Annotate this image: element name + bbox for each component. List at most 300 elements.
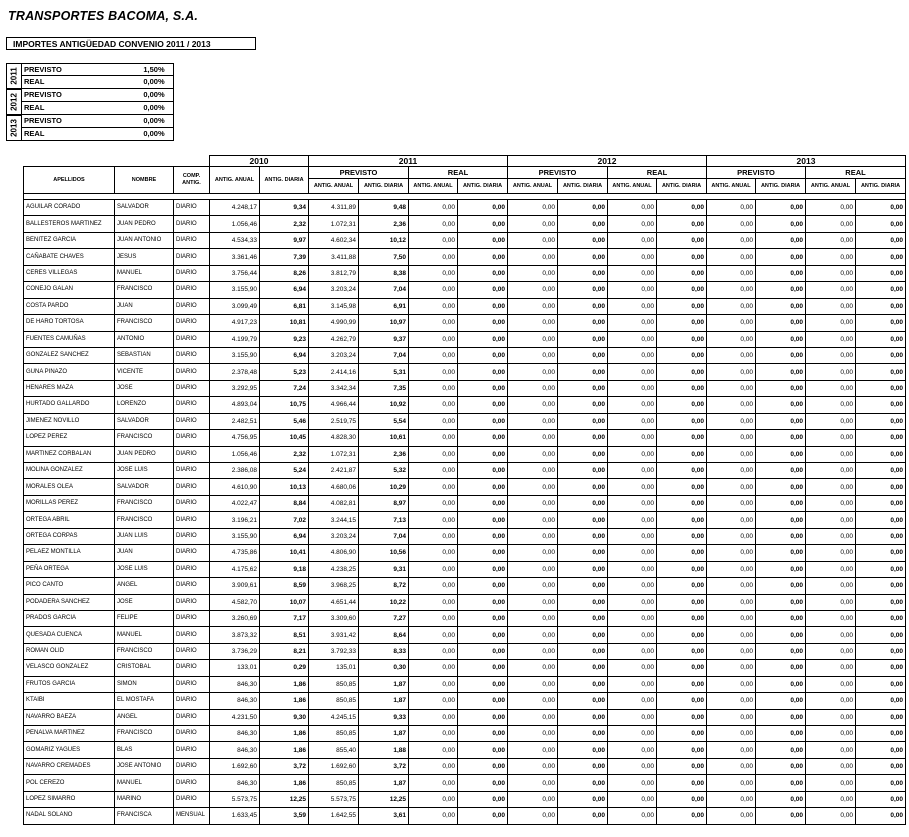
zero-cell: 0,00 [558,742,608,758]
zero-cell: 0,00 [856,380,906,396]
col-apellidos: APELLIDOS [24,167,115,194]
diaria-2010-cell: 10,45 [260,430,309,446]
zero-cell: 0,00 [458,643,508,659]
diaria-2011-prev-cell: 8,64 [359,627,409,643]
anual-2010-cell: 4.610,90 [210,479,260,495]
zero-cell: 0,00 [508,791,558,807]
table-row [24,643,906,659]
zero-cell: 0,00 [657,200,707,216]
comp-cell: DIARIO [174,643,210,659]
table-row [24,216,906,232]
zero-cell: 0,00 [608,347,657,363]
diaria-2011-prev-cell: 8,72 [359,578,409,594]
zero-cell: 0,00 [856,775,906,791]
report-subtitle: IMPORTES ANTIGÜEDAD CONVENIO 2011 / 2013 [6,37,256,50]
diaria-2010-cell: 7,24 [260,380,309,396]
zero-cell: 0,00 [707,331,756,347]
zero-cell: 0,00 [856,726,906,742]
zero-cell: 0,00 [608,495,657,511]
nombre-cell: JUAN PEDRO [115,216,174,232]
table-row [24,791,906,807]
diaria-2011-prev-cell: 5,32 [359,463,409,479]
anual-2011-prev-cell: 3.792,33 [309,643,359,659]
comp-cell: DIARIO [174,742,210,758]
comp-cell: DIARIO [174,249,210,265]
zero-cell: 0,00 [608,742,657,758]
zero-cell: 0,00 [558,495,608,511]
zero-cell: 0,00 [756,726,806,742]
zero-cell: 0,00 [806,545,856,561]
apellidos-cell: FUENTES CAMUÑAS [24,331,115,347]
zero-cell: 0,00 [458,463,508,479]
zero-cell: 0,00 [856,200,906,216]
anual-2010-cell: 846,30 [210,676,260,692]
anual-2011-prev-cell: 3.309,60 [309,610,359,626]
apellidos-cell: LOPEZ PEREZ [24,430,115,446]
diaria-2010-cell: 9,34 [260,200,309,216]
zero-cell: 0,00 [756,610,806,626]
rate-row [21,76,174,89]
zero-cell: 0,00 [508,463,558,479]
apellidos-cell: MORILLAS PEREZ [24,495,115,511]
diaria-2010-cell: 7,39 [260,249,309,265]
zero-cell: 0,00 [508,315,558,331]
zero-cell: 0,00 [856,528,906,544]
zero-cell: 0,00 [508,578,558,594]
zero-cell: 0,00 [409,446,458,462]
zero-cell: 0,00 [657,397,707,413]
zero-cell: 0,00 [558,709,608,725]
zero-cell: 0,00 [806,676,856,692]
comp-cell: MENSUAL [174,808,210,824]
col-nombre: NOMBRE [115,167,174,194]
zero-cell: 0,00 [558,693,608,709]
diaria-2010-cell: 7,17 [260,610,309,626]
zero-cell: 0,00 [508,643,558,659]
nombre-cell: FRANCISCO [115,726,174,742]
anual-2011-prev-cell: 3.203,24 [309,347,359,363]
zero-cell: 0,00 [756,528,806,544]
nombre-cell: FRANCISCO [115,315,174,331]
diaria-2011-prev-cell: 10,12 [359,232,409,248]
zero-cell: 0,00 [458,249,508,265]
anual-2011-prev-cell: 3.145,98 [309,298,359,314]
anual-2010-cell: 4.582,70 [210,594,260,610]
zero-cell: 0,00 [409,775,458,791]
zero-cell: 0,00 [508,298,558,314]
zero-cell: 0,00 [756,282,806,298]
rate-year-text: 2011 [9,67,19,85]
zero-cell: 0,00 [806,627,856,643]
diaria-2010-cell: 8,84 [260,495,309,511]
zero-cell: 0,00 [608,693,657,709]
table-row [24,232,906,248]
table-row [24,200,906,216]
zero-cell: 0,00 [856,463,906,479]
zero-cell: 0,00 [608,545,657,561]
anual-2011-prev-cell: 4.311,89 [309,200,359,216]
table-row [24,627,906,643]
apellidos-cell: FRUTOS GARCIA [24,676,115,692]
zero-cell: 0,00 [856,430,906,446]
nombre-cell: JUAN LUIS [115,528,174,544]
apellidos-cell: NAVARRO CREMADES [24,758,115,774]
zero-cell: 0,00 [806,413,856,429]
nombre-cell: JOSE ANTONIO [115,758,174,774]
anual-2010-cell: 3.155,90 [210,347,260,363]
zero-cell: 0,00 [458,232,508,248]
nombre-cell: JOSE LUIS [115,561,174,577]
anual-2011-prev-cell: 135,01 [309,660,359,676]
anual-2010-cell: 3.361,46 [210,249,260,265]
comp-cell: DIARIO [174,315,210,331]
zero-cell: 0,00 [558,758,608,774]
apellidos-cell: BENITEZ GARCIA [24,232,115,248]
anual-2010-cell: 2.386,08 [210,463,260,479]
header-spacer [24,156,210,167]
apellidos-cell: CAÑABATE CHAVES [24,249,115,265]
nombre-cell: FRANCISCO [115,282,174,298]
diaria-2011-prev-cell: 7,50 [359,249,409,265]
zero-cell: 0,00 [856,495,906,511]
comp-cell: DIARIO [174,265,210,281]
zero-cell: 0,00 [508,347,558,363]
zero-cell: 0,00 [409,676,458,692]
zero-cell: 0,00 [608,660,657,676]
group-2013-previsto: PREVISTO [707,167,806,179]
zero-cell: 0,00 [608,479,657,495]
zero-cell: 0,00 [508,479,558,495]
zero-cell: 0,00 [756,594,806,610]
anual-2010-cell: 4.248,17 [210,200,260,216]
zero-cell: 0,00 [756,216,806,232]
nombre-cell: JUAN PEDRO [115,446,174,462]
anual-2010-cell: 846,30 [210,693,260,709]
comp-cell: DIARIO [174,758,210,774]
zero-cell: 0,00 [657,495,707,511]
comp-cell: DIARIO [174,282,210,298]
apellidos-cell: CERES VILLEGAS [24,265,115,281]
zero-cell: 0,00 [756,430,806,446]
nombre-cell: LORENZO [115,397,174,413]
diaria-2011-prev-cell: 7,04 [359,347,409,363]
anual-2011-prev-cell: 855,40 [309,742,359,758]
zero-cell: 0,00 [806,430,856,446]
zero-cell: 0,00 [856,693,906,709]
anual-2011-prev-cell: 3.931,42 [309,627,359,643]
zero-cell: 0,00 [558,676,608,692]
rate-year-text: 2012 [9,93,19,111]
zero-cell: 0,00 [657,808,707,824]
zero-cell: 0,00 [707,561,756,577]
col-anual: ANTIG. ANUAL [508,179,558,194]
diaria-2010-cell: 1,86 [260,676,309,692]
zero-cell: 0,00 [806,249,856,265]
zero-cell: 0,00 [458,216,508,232]
anual-2011-prev-cell: 4.651,44 [309,594,359,610]
zero-cell: 0,00 [806,265,856,281]
group-2013-real: REAL [806,167,906,179]
zero-cell: 0,00 [756,660,806,676]
diaria-2010-cell: 10,13 [260,479,309,495]
col-diaria: ANTIG. DIARIA [558,179,608,194]
table-row [24,709,906,725]
zero-cell: 0,00 [756,232,806,248]
col-anual: ANTIG. ANUAL [309,179,359,194]
zero-cell: 0,00 [409,610,458,626]
comp-cell: DIARIO [174,232,210,248]
zero-cell: 0,00 [458,265,508,281]
zero-cell: 0,00 [806,709,856,725]
zero-cell: 0,00 [508,512,558,528]
diaria-2011-prev-cell: 10,92 [359,397,409,413]
zero-cell: 0,00 [458,758,508,774]
zero-cell: 0,00 [856,413,906,429]
comp-cell: DIARIO [174,446,210,462]
nombre-cell: SALVADOR [115,479,174,495]
group-2011-previsto: PREVISTO [309,167,409,179]
zero-cell: 0,00 [508,561,558,577]
zero-cell: 0,00 [458,282,508,298]
zero-cell: 0,00 [458,331,508,347]
zero-cell: 0,00 [806,742,856,758]
zero-cell: 0,00 [856,298,906,314]
zero-cell: 0,00 [756,364,806,380]
zero-cell: 0,00 [657,528,707,544]
zero-cell: 0,00 [558,808,608,824]
table-row [24,512,906,528]
zero-cell: 0,00 [756,742,806,758]
anual-2011-prev-cell: 3.812,79 [309,265,359,281]
nombre-cell: ANGEL [115,709,174,725]
zero-cell: 0,00 [756,808,806,824]
zero-cell: 0,00 [608,463,657,479]
zero-cell: 0,00 [608,726,657,742]
apellidos-cell: HURTADO GALLARDO [24,397,115,413]
zero-cell: 0,00 [409,331,458,347]
zero-cell: 0,00 [508,808,558,824]
anual-2011-prev-cell: 4.806,90 [309,545,359,561]
zero-cell: 0,00 [508,446,558,462]
apellidos-cell: JIMENEZ NOVILLO [24,413,115,429]
zero-cell: 0,00 [657,430,707,446]
anual-2011-prev-cell: 4.082,81 [309,495,359,511]
zero-cell: 0,00 [657,643,707,659]
apellidos-cell: HENARES MAZA [24,380,115,396]
zero-cell: 0,00 [458,791,508,807]
zero-cell: 0,00 [806,528,856,544]
diaria-2010-cell: 8,59 [260,578,309,594]
zero-cell: 0,00 [558,298,608,314]
zero-cell: 0,00 [508,200,558,216]
anual-2010-cell: 4.534,33 [210,232,260,248]
zero-cell: 0,00 [806,216,856,232]
rate-value: 0,00% [143,103,165,112]
zero-cell: 0,00 [608,512,657,528]
apellidos-cell: ORTEGA CORPAS [24,528,115,544]
rate-label: PREVISTO [24,65,62,74]
diaria-2011-prev-cell: 8,33 [359,643,409,659]
anual-2011-prev-cell: 5.573,75 [309,791,359,807]
zero-cell: 0,00 [707,578,756,594]
zero-cell: 0,00 [756,315,806,331]
zero-cell: 0,00 [657,709,707,725]
zero-cell: 0,00 [756,643,806,659]
table-row [24,364,906,380]
rate-label: REAL [24,77,45,86]
apellidos-cell: LOPEZ SIMARRO [24,791,115,807]
anual-2010-cell: 3.909,61 [210,578,260,594]
zero-cell: 0,00 [707,545,756,561]
diaria-2011-prev-cell: 10,29 [359,479,409,495]
zero-cell: 0,00 [409,380,458,396]
apellidos-cell: GOMARIZ YAGUES [24,742,115,758]
anual-2011-prev-cell: 4.966,44 [309,397,359,413]
rate-year-text: 2013 [9,119,19,137]
zero-cell: 0,00 [856,742,906,758]
table-row [24,331,906,347]
nombre-cell: MANUEL [115,775,174,791]
zero-cell: 0,00 [558,660,608,676]
zero-cell: 0,00 [558,512,608,528]
year-header-2013: 2013 [707,156,906,167]
zero-cell: 0,00 [756,331,806,347]
diaria-2011-prev-cell: 5,54 [359,413,409,429]
rate-year-label [6,115,21,141]
nombre-cell: JUAN ANTONIO [115,232,174,248]
apellidos-cell: GUNA PINAZO [24,364,115,380]
zero-cell: 0,00 [558,364,608,380]
anual-2010-cell: 1.633,45 [210,808,260,824]
rate-value: 0,00% [143,129,165,138]
zero-cell: 0,00 [608,610,657,626]
col-diaria: ANTIG. DIARIA [657,179,707,194]
diaria-2011-prev-cell: 9,31 [359,561,409,577]
rate-label: PREVISTO [24,116,62,125]
zero-cell: 0,00 [558,479,608,495]
zero-cell: 0,00 [409,512,458,528]
zero-cell: 0,00 [657,791,707,807]
zero-cell: 0,00 [657,742,707,758]
zero-cell: 0,00 [707,463,756,479]
seniority-table [23,155,906,825]
anual-2010-cell: 1.056,46 [210,446,260,462]
zero-cell: 0,00 [856,512,906,528]
anual-2011-prev-cell: 4.680,06 [309,479,359,495]
nombre-cell: ANTONIO [115,331,174,347]
zero-cell: 0,00 [856,578,906,594]
zero-cell: 0,00 [409,413,458,429]
zero-cell: 0,00 [806,726,856,742]
zero-cell: 0,00 [657,265,707,281]
zero-cell: 0,00 [608,232,657,248]
diaria-2010-cell: 3,72 [260,758,309,774]
diaria-2011-prev-cell: 1,87 [359,726,409,742]
anual-2011-prev-cell: 3.203,24 [309,528,359,544]
zero-cell: 0,00 [409,282,458,298]
col-diaria: ANTIG. DIARIA [856,179,906,194]
zero-cell: 0,00 [458,561,508,577]
zero-cell: 0,00 [756,463,806,479]
diaria-2010-cell: 10,07 [260,594,309,610]
diaria-2011-prev-cell: 7,27 [359,610,409,626]
diaria-2011-prev-cell: 8,97 [359,495,409,511]
zero-cell: 0,00 [608,446,657,462]
zero-cell: 0,00 [856,315,906,331]
rate-row [21,102,174,115]
zero-cell: 0,00 [558,200,608,216]
anual-2010-cell: 3.873,32 [210,627,260,643]
diaria-2011-prev-cell: 1,87 [359,676,409,692]
anual-2011-prev-cell: 1.072,31 [309,446,359,462]
zero-cell: 0,00 [856,397,906,413]
anual-2011-prev-cell: 4.990,99 [309,315,359,331]
comp-cell: DIARIO [174,561,210,577]
zero-cell: 0,00 [458,413,508,429]
table-row [24,282,906,298]
zero-cell: 0,00 [707,528,756,544]
diaria-2011-prev-cell: 5,31 [359,364,409,380]
apellidos-cell: GONZALEZ SANCHEZ [24,347,115,363]
diaria-2010-cell: 9,23 [260,331,309,347]
zero-cell: 0,00 [558,265,608,281]
zero-cell: 0,00 [458,397,508,413]
zero-cell: 0,00 [508,594,558,610]
col-diaria: ANTIG. DIARIA [359,179,409,194]
diaria-2010-cell: 6,94 [260,347,309,363]
anual-2010-cell: 5.573,75 [210,791,260,807]
comp-cell: DIARIO [174,380,210,396]
zero-cell: 0,00 [756,413,806,429]
zero-cell: 0,00 [608,709,657,725]
zero-cell: 0,00 [409,627,458,643]
zero-cell: 0,00 [657,726,707,742]
comp-cell: DIARIO [174,413,210,429]
zero-cell: 0,00 [458,430,508,446]
nombre-cell: JESUS [115,249,174,265]
zero-cell: 0,00 [558,726,608,742]
diaria-2011-prev-cell: 6,91 [359,298,409,314]
nombre-cell: EL MOSTAFA [115,693,174,709]
zero-cell: 0,00 [657,413,707,429]
anual-2011-prev-cell: 850,85 [309,775,359,791]
zero-cell: 0,00 [608,791,657,807]
anual-2011-prev-cell: 3.342,34 [309,380,359,396]
diaria-2010-cell: 10,81 [260,315,309,331]
zero-cell: 0,00 [558,413,608,429]
nombre-cell: FRANCISCO [115,495,174,511]
zero-cell: 0,00 [856,446,906,462]
zero-cell: 0,00 [707,627,756,643]
zero-cell: 0,00 [756,380,806,396]
zero-cell: 0,00 [608,265,657,281]
diaria-2011-prev-cell: 8,38 [359,265,409,281]
nombre-cell: JOSE [115,594,174,610]
zero-cell: 0,00 [508,331,558,347]
zero-cell: 0,00 [508,758,558,774]
anual-2011-prev-cell: 3.244,15 [309,512,359,528]
zero-cell: 0,00 [806,298,856,314]
zero-cell: 0,00 [756,791,806,807]
comp-cell: DIARIO [174,775,210,791]
zero-cell: 0,00 [508,216,558,232]
zero-cell: 0,00 [856,347,906,363]
zero-cell: 0,00 [409,265,458,281]
diaria-2010-cell: 5,23 [260,364,309,380]
table-row [24,249,906,265]
zero-cell: 0,00 [458,479,508,495]
zero-cell: 0,00 [806,347,856,363]
